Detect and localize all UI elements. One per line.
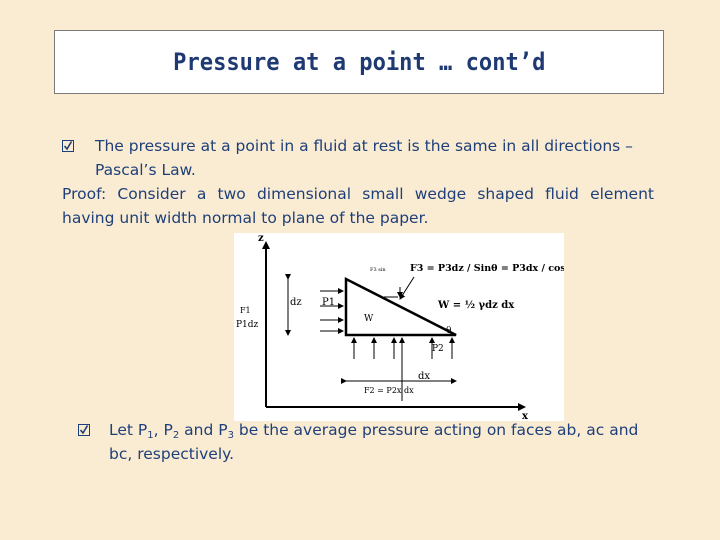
slide-title: Pressure at a point … cont’d	[172, 48, 546, 76]
dz-label: dz	[290, 297, 302, 308]
x-axis-label: x	[522, 411, 528, 421]
f1-label: F1	[240, 306, 251, 315]
checkbox-bullet-icon	[62, 140, 74, 152]
bullet-pascals-law	[62, 134, 654, 182]
f3-sin-label: F3 sin	[370, 267, 386, 273]
bullet1-line2: Pascal’s Law.	[95, 161, 196, 179]
theta-label: θ	[446, 326, 452, 336]
dx-label: dx	[418, 371, 431, 382]
weight-w-label: W	[364, 314, 374, 324]
p1-label: P1	[322, 297, 336, 308]
bullet1-line1: The pressure at a point in a fluid at rest is the same in all directions –	[95, 137, 633, 155]
proof-line1: Proof: Consider a two dimensional small wedge shaped fluid element	[62, 185, 654, 203]
title-box	[54, 30, 664, 94]
p1dz-label: P1dz	[236, 320, 259, 330]
p2-label: P2	[432, 344, 444, 354]
f2-label: F2 = P2x dx	[364, 386, 414, 395]
body-text	[62, 134, 654, 230]
bullet2-line2: bc, respectively.	[109, 445, 235, 463]
wedge-diagram	[234, 233, 564, 421]
weight-equation: W = ½ γdz dx	[438, 300, 515, 311]
z-axis-label: z	[258, 233, 264, 244]
f3-equation: F3 = P3dz / Sinθ = P3dx / cosθ	[410, 263, 564, 274]
bullet2-line1: Let $P_1$, $P_2$ and $P_3$ be the average pressure acting on faces ab, ac and	[109, 421, 639, 441]
proof-line2: having unit width normal to plane of the paper.	[62, 209, 429, 227]
wedge-diagram-svg	[234, 233, 564, 421]
proof-paragraph	[62, 182, 654, 230]
bullet-average-pressure	[78, 418, 678, 466]
checkbox-bullet-icon	[78, 424, 90, 436]
x-axis-arrow-icon	[518, 403, 526, 411]
